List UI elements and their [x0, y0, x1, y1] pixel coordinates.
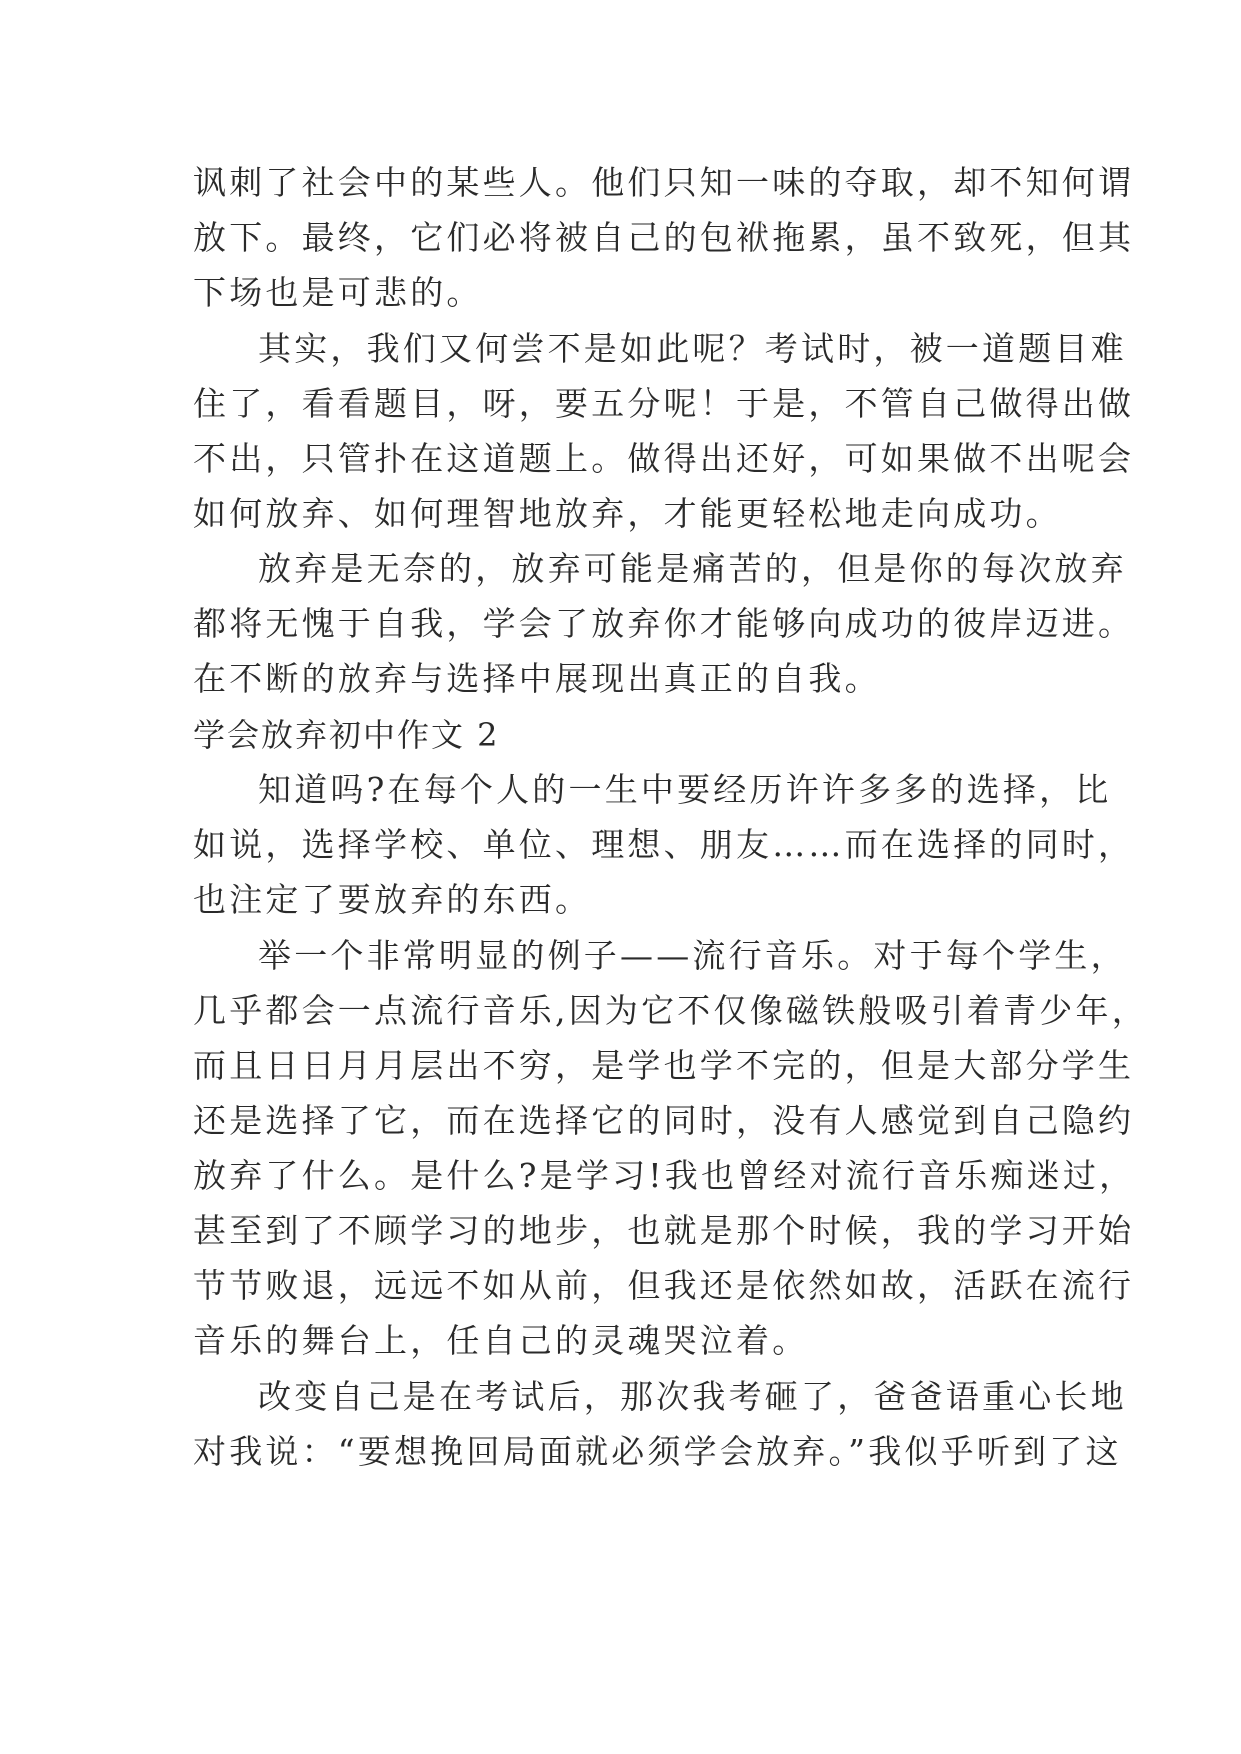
paragraph-line: 其实，我们又何尝不是如此呢？考试时，被一道题目难: [258, 329, 1127, 368]
paragraph-line: 而且日日月月层出不穷，是学也学不完的，但是大部分学生: [193, 1046, 1135, 1085]
paragraph-line: 住了，看看题目，呀，要五分呢！于是，不管自己做得出做: [193, 384, 1135, 423]
paragraph-line: 也注定了要放弃的东西。: [193, 880, 592, 919]
paragraph-line: 在不断的放弃与选择中展现出真正的自我。: [193, 659, 881, 698]
paragraph-line: 甚至到了不顾学习的地步，也就是那个时候，我的学习开始: [193, 1211, 1135, 1250]
paragraph-line: 不出，只管扑在这道题上。做得出还好，可如果做不出呢会: [193, 439, 1135, 478]
paragraph-line: 放弃了什么。是什么?是学习!我也曾经对流行音乐痴迷过，: [193, 1156, 1136, 1195]
paragraph-line: 举一个非常明显的例子——流行音乐。对于每个学生，: [258, 936, 1127, 975]
paragraph-line: 放下。最终，它们必将被自己的包袱拖累，虽不致死，但其: [193, 218, 1135, 257]
paragraph-line: 如说，选择学校、单位、理想、朋友……而在选择的同时，: [193, 825, 1135, 864]
paragraph-line: 改变自己是在考试后，那次我考砸了，爸爸语重心长地: [258, 1377, 1127, 1416]
paragraph-line: 还是选择了它，而在选择它的同时，没有人感觉到自己隐约: [193, 1101, 1135, 1140]
section-heading: 学会放弃初中作文 2: [193, 716, 500, 754]
paragraph-line: 都将无愧于自我，学会了放弃你才能够向成功的彼岸迈进。: [193, 604, 1135, 643]
paragraph-line: 几乎都会一点流行音乐,因为它不仅像磁铁般吸引着青少年，: [193, 991, 1148, 1030]
paragraph-line: 知道吗?在每个人的一生中要经历许许多多的选择，比: [258, 770, 1112, 809]
paragraph-line: 如何放弃、如何理智地放弃，才能更轻松地走向成功。: [193, 494, 1062, 533]
paragraph-line: 节节败退，远远不如从前，但我还是依然如故，活跃在流行: [193, 1266, 1135, 1305]
paragraph-line: 讽刺了社会中的某些人。他们只知一味的夺取，却不知何谓: [193, 163, 1135, 202]
paragraph-line: 对我说：“要想挽回局面就必须学会放弃。”我似乎听到了这: [193, 1432, 1122, 1471]
paragraph-line: 下场也是可悲的。: [193, 273, 483, 312]
paragraph-line: 音乐的舞台上，任自己的灵魂哭泣着。: [193, 1321, 809, 1360]
paragraph-line: 放弃是无奈的，放弃可能是痛苦的，但是你的每次放弃: [258, 549, 1127, 588]
